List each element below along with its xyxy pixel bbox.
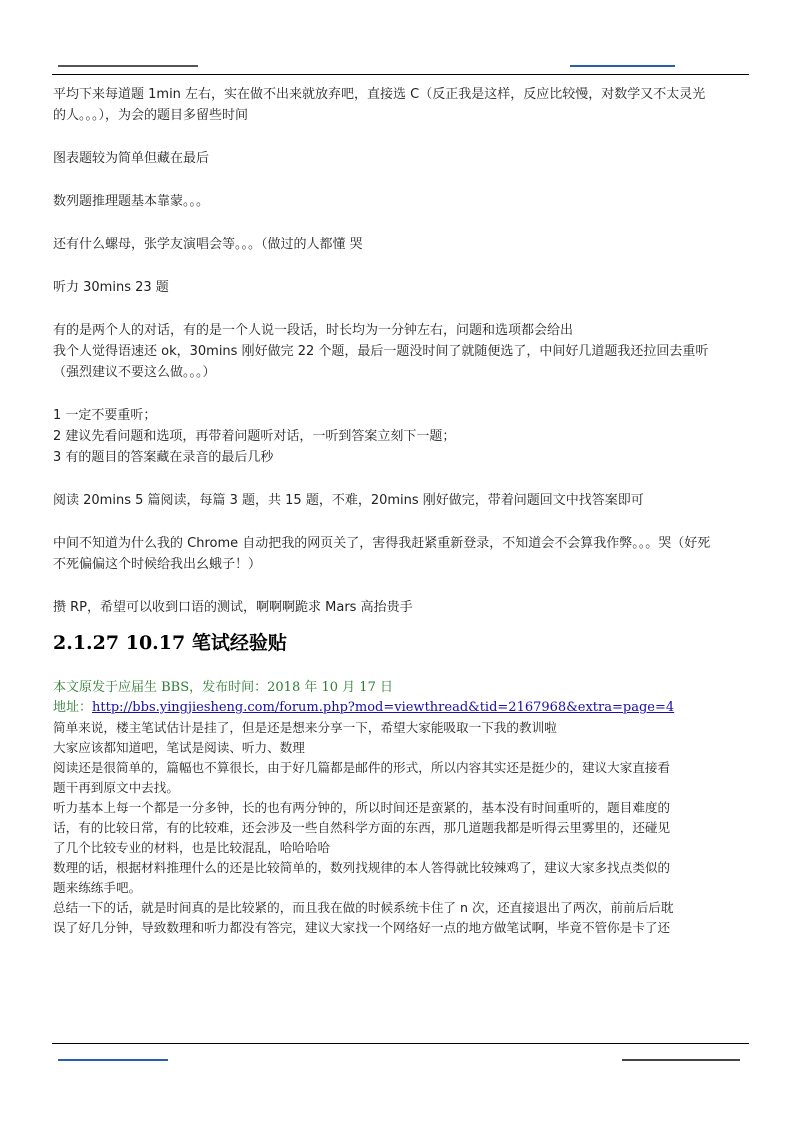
post-source: 本文原发于应届生 BBS，发布时间：2018 年 10 月 17 日 (53, 680, 393, 695)
list-item: 1 一定不要重听； (53, 408, 157, 423)
paragraph: 简单来说，楼主笔试估计是挂了，但是还是想来分享一下，希望大家能吸取一下我的教训啦 (53, 720, 557, 735)
paragraph: 听力基本上每一个都是一分多钟，长的也有两分钟的，所以时间还是蛮紧的，基本没有时间重听的，题目难度的 (53, 800, 671, 815)
post-address (53, 698, 753, 718)
paragraph: 攒 RP，希望可以收到口语的测试，啊啊啊跪求 Mars 高抬贵手 (53, 600, 413, 615)
paragraph: 大家应该都知道吧，笔试是阅读、听力、数理 (53, 740, 305, 755)
paragraph: 我个人觉得语速还 ok，30mins 刚好做完 22 个题，最后一题没时间了就随便选了，中间好几道题我还拉回去重听 (53, 344, 709, 359)
address-label: 地址： (53, 700, 93, 715)
paragraph: 误了好几分钟，导致数理和听力都没有答完，建议大家找一个网络好一点的地方做笔试啊，毕竟不管你是卡了还 (53, 920, 671, 935)
post-body (53, 678, 753, 938)
article-body (53, 84, 753, 618)
paragraph: 话，有的比较日常，有的比较难，还会涉及一些自然科学方面的东西，那几道题我都是听得云里雾里的，还碰见 (53, 820, 671, 835)
paragraph: 了几个比较专业的材料，也是比较混乱，哈哈哈哈 (53, 840, 331, 855)
paragraph: 阅读还是很简单的，篇幅也不算很长，由于好几篇都是邮件的形式，所以内容其实还是挺少的，建议大家直接看 (53, 760, 671, 775)
paragraph: 总结一下的话，就是时间真的是比较紧的，而且我在做的时候系统卡住了 n 次，还直接退出了两次，前前后后耽 (53, 900, 674, 915)
header-site-title-cutoff (58, 63, 198, 68)
paragraph: 平均下来每道题 1min 左右，实在做不出来就放弃吧，直接选 C（反正我是这样，反应比较慢，对数学又不太灵光 (53, 87, 706, 102)
paragraph: 还有什么螺母，张学友演唱会等。。。（做过的人都懂 哭 (53, 237, 363, 252)
address-link[interactable]: http://bbs.yingjiesheng.com/forum.php?mod=viewthread&tid=2167968&extra=page=4 (92, 700, 675, 715)
paragraph: 图表题较为简单但藏在最后 (53, 151, 210, 166)
footer-link-cutoff (58, 1056, 168, 1062)
header-divider (52, 74, 749, 75)
header-link-cutoff (570, 63, 675, 68)
paragraph: 的人。。。），为会的题目多留些时间 (53, 108, 249, 123)
paragraph: 中间不知道为什么我的 Chrome 自动把我的网页关了，害得我赶紧重新登录，不知道会不会算我作弊。。。哭（好死 (53, 536, 711, 551)
paragraph: 有的是两个人的对话，有的是一个人说一段话，时长均为一分钟左右，问题和选项都会给出 (53, 323, 574, 338)
paragraph: 题干再到原文中去找。 (53, 780, 179, 795)
paragraph: 不死偏偏这个时候给我出幺蛾子！） (53, 557, 262, 572)
paragraph: 数列题推理题基本靠蒙。。。 (53, 194, 210, 209)
list-item: 2 建议先看问题和选项，再带着问题听对话，一听到答案立刻下一题； (53, 429, 456, 444)
paragraph: （强烈建议不要这么做。。。） (53, 365, 216, 380)
list-item: 3 有的题目的答案藏在录音的最后几秒 (53, 450, 274, 465)
section-heading: 2.1.27 10.17 笔试经验贴 (53, 632, 287, 654)
footer-page-number-cutoff (622, 1056, 740, 1062)
paragraph: 听力 30mins 23 题 (53, 280, 169, 295)
paragraph: 阅读 20mins 5 篇阅读，每篇 3 题，共 15 题，不难，20mins 刚好做完，带着问题回文中找答案即可 (53, 493, 644, 508)
footer-divider (52, 1043, 749, 1044)
paragraph: 数理的话，根据材料推理什么的还是比较简单的，数列找规律的本人答得就比较辣鸡了，建议大家多找点类似的 (53, 860, 671, 875)
paragraph: 题来练练手吧。 (53, 880, 142, 895)
